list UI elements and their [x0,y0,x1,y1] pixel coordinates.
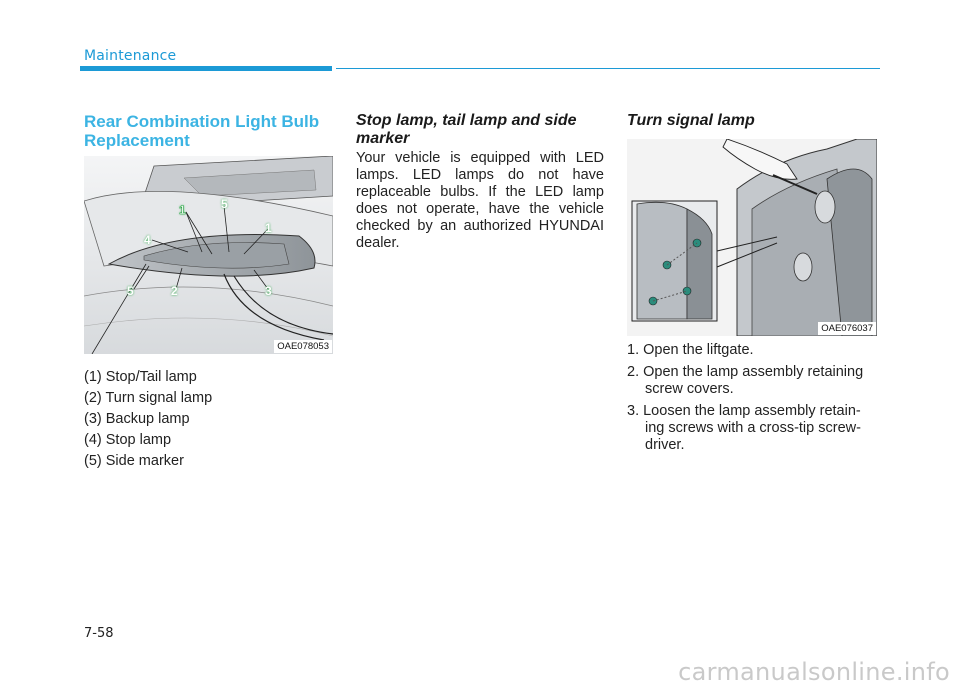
callout-5-bottom: 5 [127,284,134,298]
callout-5-top: 5 [221,197,228,211]
callout-1-top: 1 [179,203,186,217]
rear-light-illustration [84,156,333,354]
legend-item: (1) Stop/Tail lamp [84,369,197,385]
rear-light-figure [84,156,333,354]
callout-3: 3 [265,284,272,298]
page-number: 7-58 [84,626,114,641]
turn-signal-illustration [627,139,877,336]
legend-list [84,367,334,472]
legend-item: (4) Stop lamp [84,432,172,448]
step-item: 1. Open the liftgate. [627,342,754,358]
step-item: 2. Open the lamp assembly retaining screw covers. [627,364,864,397]
watermark[interactable]: carmanualsonline.info [678,658,950,686]
rear-light-heading: Rear Combination Light Bulb Replacement [84,112,320,150]
header-rule-thin [336,68,880,69]
figure-code: OAE078053 [274,340,332,353]
header-rule-thick [80,66,332,71]
legend-item: (2) Turn signal lamp [84,390,213,406]
stop-lamp-heading: Stop lamp, tail lamp and side marker [356,112,577,147]
turn-signal-figure [627,139,877,336]
figure-code: OAE076037 [818,322,876,335]
step-item: 3. Loosen the lamp assembly retain-ing screws with a cross-tip screw-driver. [627,403,861,453]
callout-1-right: 1 [265,221,272,235]
legend-item: (5) Side marker [84,453,184,469]
stop-lamp-body: Your vehicle is equipped with LED lamps. LED lamps do not have replaceable bulbs. If the LED lamp does not operate, have the vehicle checked by an authorized HYUNDAI dealer. [356,150,604,251]
legend-item: (3) Backup lamp [84,411,190,427]
turn-signal-heading: Turn signal lamp [627,112,755,129]
section-label: Maintenance [84,48,177,64]
steps-list [627,342,879,459]
callout-2: 2 [171,284,178,298]
callout-4: 4 [144,233,151,247]
